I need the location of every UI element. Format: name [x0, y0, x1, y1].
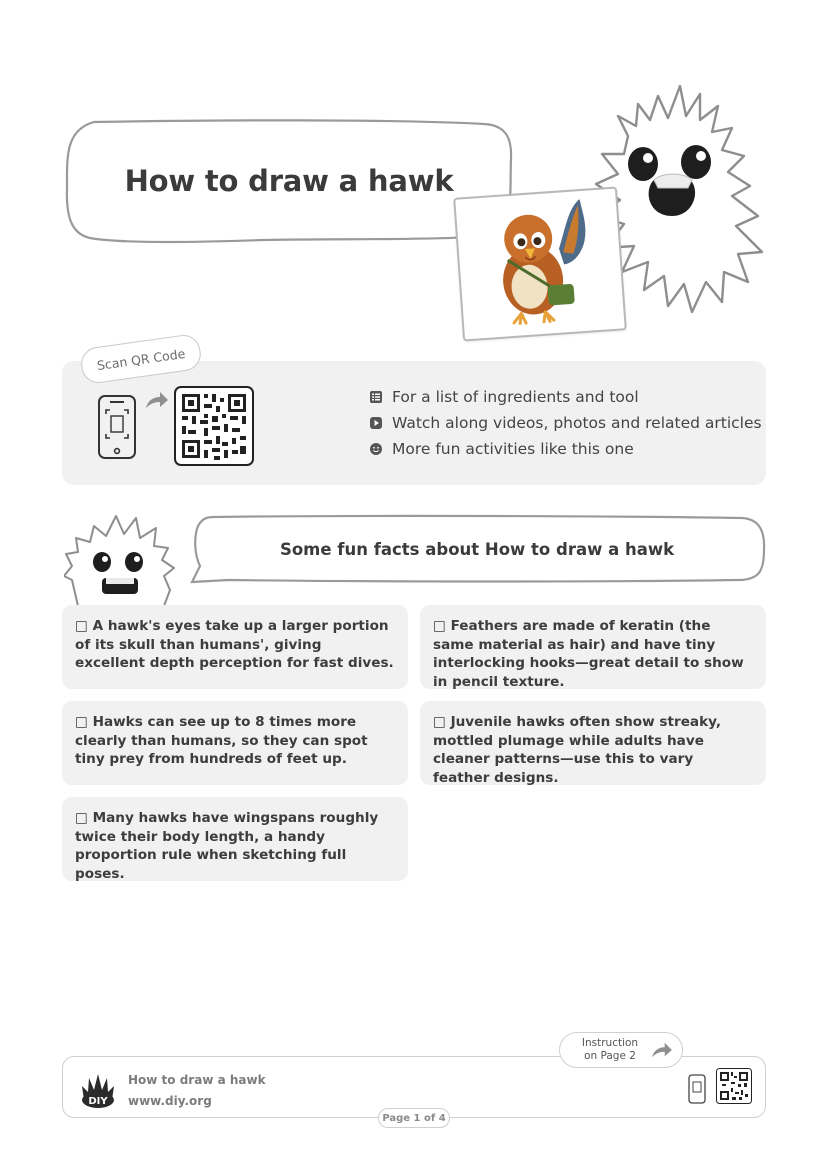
feature-text: For a list of ingredients and tool [392, 388, 639, 406]
phone-scan-icon [688, 1074, 706, 1104]
play-icon [370, 417, 382, 429]
feature-videos [370, 414, 762, 432]
instruction-line1: Instruction [581, 1037, 639, 1049]
scan-qr-label: Scan QR Code [79, 333, 203, 385]
qr-code-icon[interactable] [174, 386, 254, 466]
feature-text: Watch along videos, photos and related articles [392, 414, 762, 432]
hawk-icon [455, 189, 620, 336]
feature-ingredients [370, 388, 639, 406]
instruction-label [574, 1037, 646, 1063]
footer-url[interactable]: www.diy.org [128, 1094, 212, 1108]
qr-code-icon[interactable] [716, 1068, 752, 1104]
facts-heading-bubble [188, 514, 766, 584]
title-bubble [64, 118, 514, 244]
mascot-small-icon [64, 510, 180, 606]
feature-text: More fun activities like this one [392, 440, 634, 458]
page-title: How to draw a hawk [124, 164, 454, 198]
diy-logo-icon [78, 1070, 118, 1110]
fact-card: □ Hawks can see up to 8 times more clearly than humans, so they can spot tiny prey from hundreds of feet up. [62, 701, 408, 785]
instruction-line2: on Page 2 [584, 1050, 636, 1062]
feature-activities [370, 440, 634, 458]
arrow-right-icon [144, 390, 170, 410]
page-number: Page 1 of 4 [378, 1108, 450, 1128]
smiley-icon [370, 443, 382, 455]
fact-card: □ Juvenile hawks often show streaky, mottled plumage while adults have cleaner patterns—use this to vary feather designs. [420, 701, 766, 785]
phone-scan-icon [96, 394, 140, 462]
facts-heading: Some fun facts about How to draw a hawk [279, 539, 675, 559]
arrow-right-icon [650, 1041, 674, 1059]
fact-card: □ Feathers are made of keratin (the same material as hair) and have tiny interlocking hooks—great detail to show in pencil texture. [420, 605, 766, 689]
fact-card: □ A hawk's eyes take up a larger portion of its skull than humans', giving excellent depth perception for fast dives. [62, 605, 408, 689]
instruction-next-button[interactable] [559, 1032, 683, 1068]
fact-card: □ Many hawks have wingspans roughly twice their body length, a handy proportion rule when sketching full poses. [62, 797, 408, 881]
logo-text: DIY [88, 1096, 108, 1107]
hawk-illustration-card [453, 186, 627, 341]
footer-title: How to draw a hawk [128, 1073, 266, 1087]
list-icon [370, 391, 382, 403]
